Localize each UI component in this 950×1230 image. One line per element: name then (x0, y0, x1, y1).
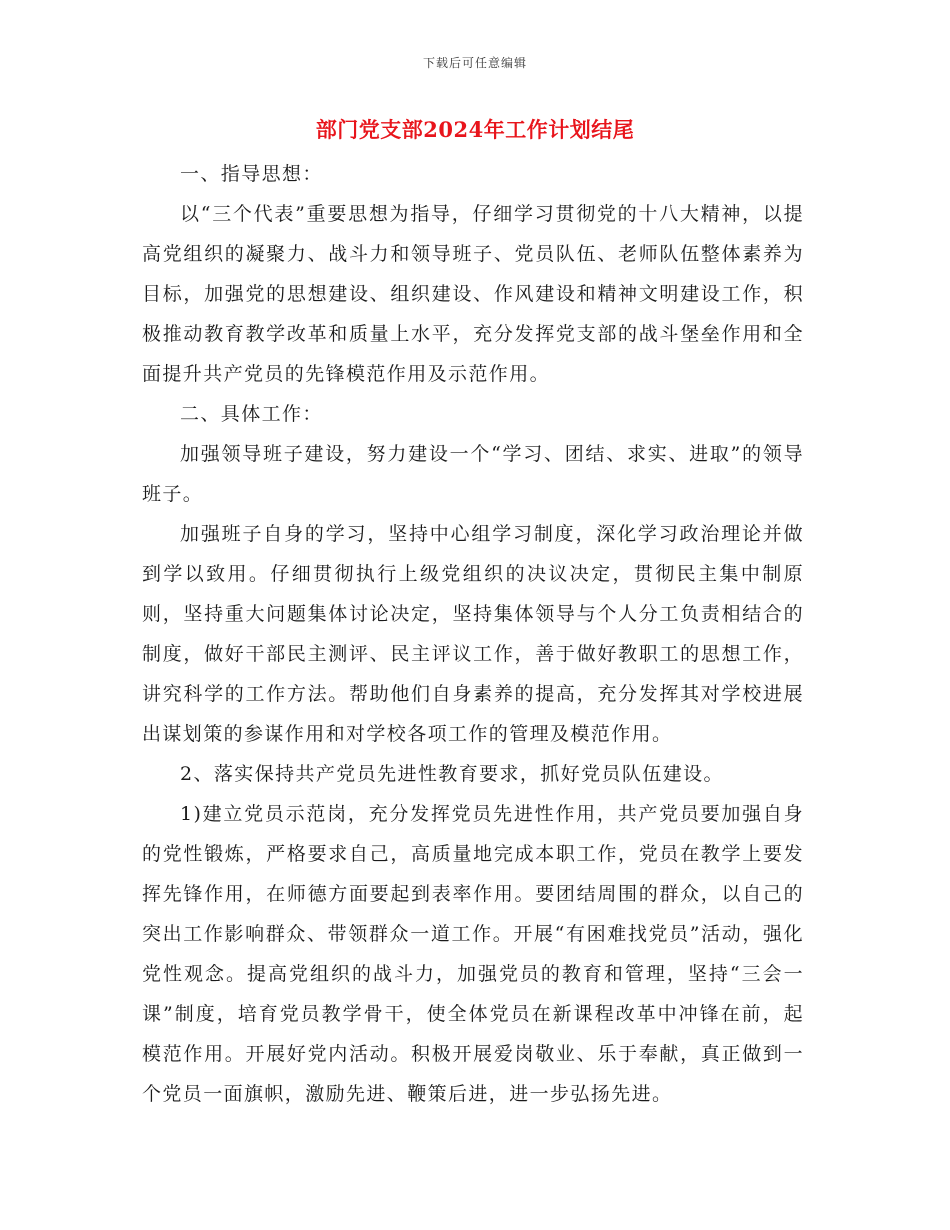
document-body (142, 154, 804, 1114)
paragraph-team-study: 加强班子自身的学习，坚持中心组学习制度，深化学习政治理论并做到学以致用。仔细贯彻执行上级党组织的决议决定，贯彻民主集中制原则，坚持重大问题集体讨论决定，坚持集体领导与个人分工负责相结合的制度，做好干部民主测评、民主评议工作，善于做好教职工的思想工作，讲究科学的工作方法。帮助他们自身素养的提高，充分发挥其对学校进展出谋划策的参谋作用和对学校各项工作的管理及模范作用。 (142, 523, 804, 745)
paragraph-item-1-sub: 1)建立党员示范岗，充分发挥党员先进性作用，共产党员要加强自身的党性锻炼，严格要求自己，高质量地完成本职工作，党员在教学上要发挥先锋作用，在师德方面要起到表率作用。要团结周围的群众，以自己的突出工作影响群众、带领群众一道工作。开展“有困难找党员”活动，强化党性观念。提高党组织的战斗力，加强党员的教育和管理，坚持“三会一课”制度，培育党员教学骨干，使全体党员在新课程改革中冲锋在前，起模范作用。开展好党内活动。积极开展爱岗敬业、乐于奉献，真正做到一个党员一面旗帜，激励先进、鞭策后进，进一步弘扬先进。 (142, 803, 804, 1105)
paragraph-item-2: 2、落实保持共产党员先进性教育要求，抓好党员队伍建设。 (180, 763, 724, 785)
header-note: 下载后可任意编辑 (422, 56, 527, 70)
paragraph-leadership-team: 加强领导班子建设，努力建设一个“学习、团结、求实、进取”的领导班子。 (142, 443, 804, 505)
document-title: 部门党支部2024年工作计划结尾 (315, 117, 635, 142)
paragraph-guiding-ideology: 以“三个代表”重要思想为指导，仔细学习贯彻党的十八大精神，以提高党组织的凝聚力、战斗力和领导班子、党员队伍、老师队伍整体素养为目标，加强党的思想建设、组织建设、作风建设和精神文明建设工作，积极推动教育教学改革和质量上水平，充分发挥党支部的战斗堡垒作用和全面提升共产党员的先锋模范作用及示范作用。 (142, 203, 804, 385)
section-heading-guiding-ideology: 一、指导思想： (180, 163, 323, 185)
section-heading-specific-work: 二、具体工作： (180, 403, 323, 425)
